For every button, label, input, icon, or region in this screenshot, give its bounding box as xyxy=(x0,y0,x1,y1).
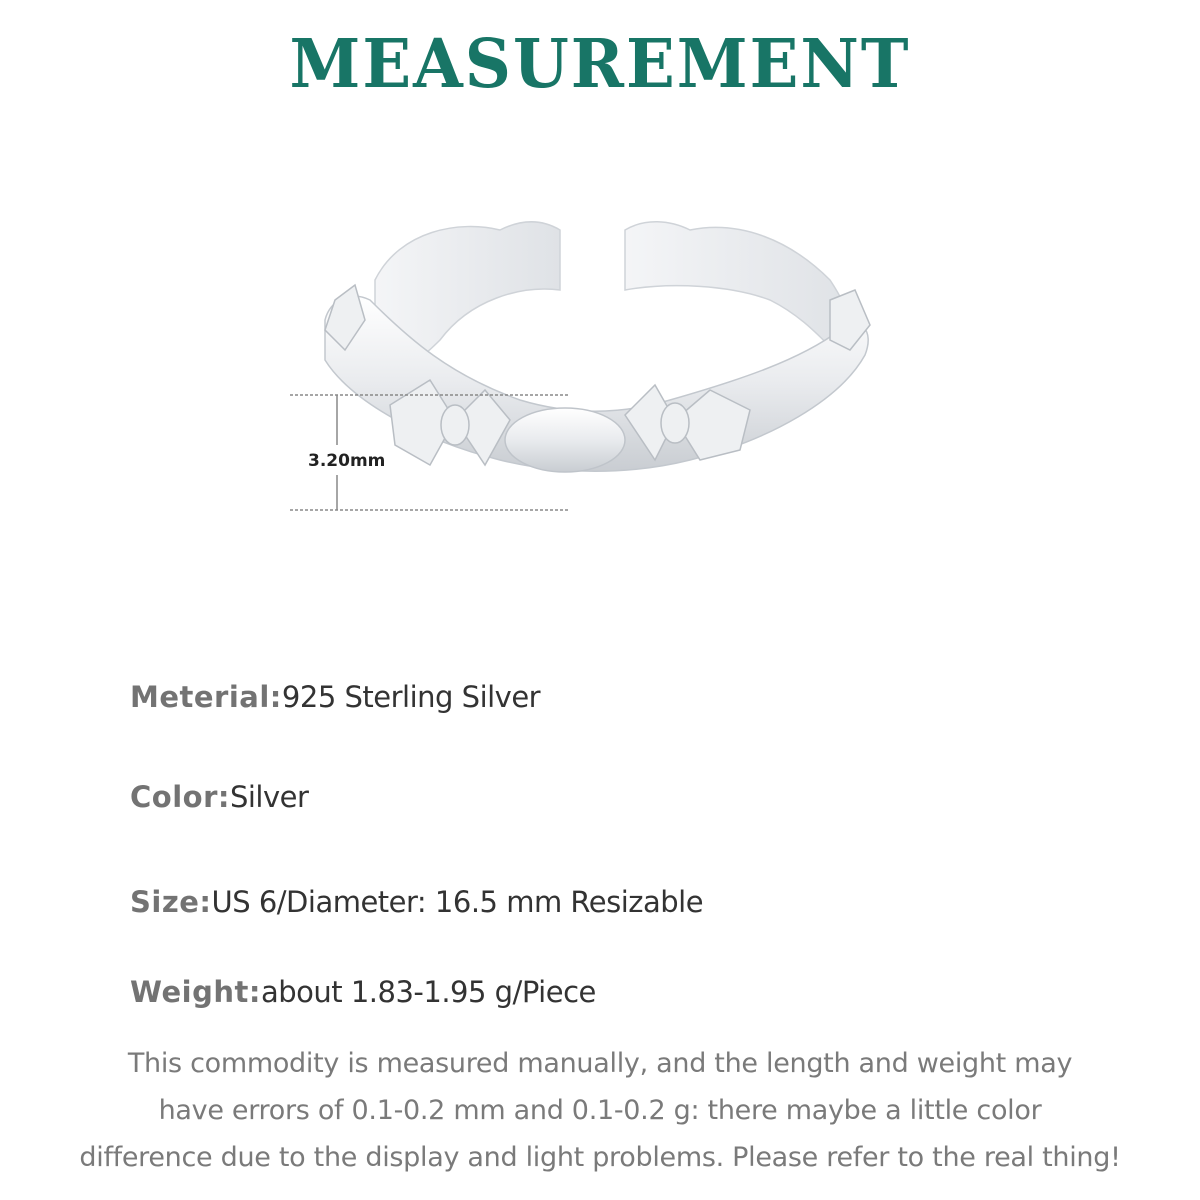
dimension-label: 3.20mm xyxy=(308,451,386,471)
spec-weight-value: about 1.83-1.95 g/Piece xyxy=(260,975,596,1009)
disclaimer-line: have errors of 0.1-0.2 mm and 0.1-0.2 g: there maybe a little color xyxy=(158,1095,1042,1126)
spec-size xyxy=(130,882,703,922)
spec-color-value: Silver xyxy=(229,780,309,814)
spec-size-label: Size: xyxy=(130,885,212,919)
spec-material-label: Meterial: xyxy=(130,680,282,714)
disclaimer-line: difference due to the display and light problems. Please refer to the real thing! xyxy=(79,1142,1121,1173)
spec-color xyxy=(130,777,308,817)
disclaimer-note xyxy=(0,1040,1200,1181)
spec-material-value: 925 Sterling Silver xyxy=(281,680,541,714)
spec-weight xyxy=(130,972,596,1012)
spec-color-label: Color: xyxy=(130,780,230,814)
page-title: MEASUREMENT xyxy=(289,25,911,104)
ring-product-image xyxy=(270,190,910,550)
spec-material xyxy=(130,677,540,717)
disclaimer-line: This commodity is measured manually, and the length and weight may xyxy=(127,1048,1073,1079)
spec-size-value: US 6/Diameter: 16.5 mm Resizable xyxy=(211,885,704,919)
spec-weight-label: Weight: xyxy=(130,975,261,1009)
